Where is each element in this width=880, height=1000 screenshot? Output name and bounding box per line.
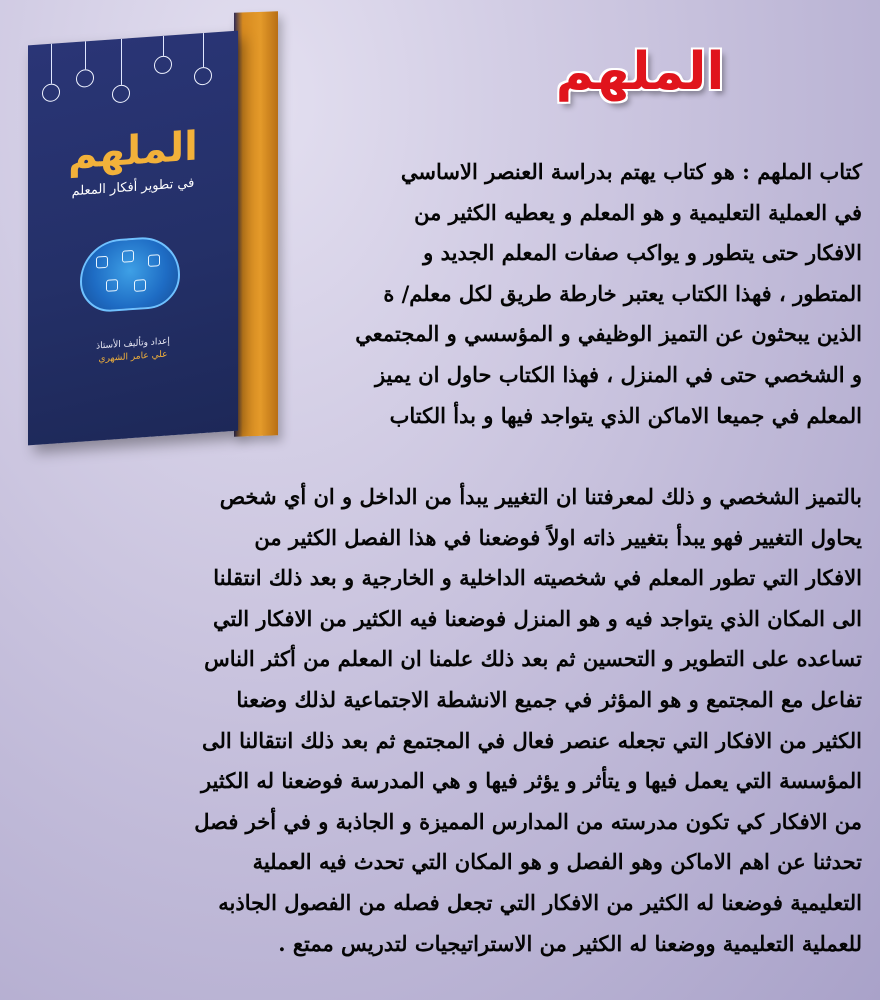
article-line: الافكار حتى يتطور و يواكب صفات المعلم الجديد و <box>423 240 862 266</box>
article-line: تفاعل مع المجتمع و هو المؤثر في جميع الانشطة الاجتماعية لذلك وضعنا <box>236 686 862 712</box>
lightbulbs-decoration <box>28 31 238 136</box>
article-line: الافكار التي تطور المعلم في شخصيته الداخلية و الخارجية و بعد ذلك انتقلنا <box>213 565 862 591</box>
lightbulb-icon <box>112 38 130 103</box>
article-line: الكثير من الافكار التي تجعله عنصر فعال في المجتمع ثم بعد ذلك انتقالنا الى <box>202 727 862 753</box>
article-line: الذين يبحثون عن التميز الوظيفي و المؤسسي و المجتمعي <box>355 321 862 347</box>
article-line: و الشخصي حتى في المنزل ، فهذا الكتاب حاول ان يميز <box>374 361 862 387</box>
lightbulb-icon <box>76 41 94 88</box>
article-line: المتطور ، فهذا الكتاب يعتبر خارطة طريق لكل معلم/ ة <box>383 280 862 306</box>
book-cover-image <box>28 8 278 438</box>
lightbulb-icon <box>42 43 60 102</box>
cover-subtitle: في تطوير أفكار المعلم <box>71 175 195 200</box>
article-line: الى المكان الذي يتواجد فيه و هو المنزل فوضعنا فيه الكثير من الافكار التي <box>213 605 862 631</box>
article-line: التعليمية فوضعنا له الكثير من الافكار التي تجعل فصله من الفصول الجاذبه <box>218 889 862 915</box>
article-line: بالتميز الشخصي و ذلك لمعرفتنا ان التغيير يبدأ من الداخل و ان أي شخص <box>219 484 862 509</box>
article-line: كتاب الملهم : هو كتاب يهتم بدراسة العنصر الاساسي <box>400 159 862 184</box>
cover-title: الملهم <box>68 123 198 179</box>
article-line: يحاول التغيير فهو يبدأ بتغيير ذاته اولاً فوضعنا في هذا الفصل الكثير من <box>254 524 862 550</box>
article-line: المعلم في جميعا الاماكن الذي يتواجد فيها و بدأ الكتاب <box>389 402 862 428</box>
article-line: في العملية التعليمية و هو المعلم و يعطيه الكثير من <box>414 199 862 225</box>
article-line: المؤسسة التي يعمل فيها و يتأثر و يؤثر فيها و هي المدرسة فوضعنا له الكثير <box>200 768 862 794</box>
article-line: من الافكار كي تكون مدرسته من المدارس المميزة و الجاذبة و في أخر فصل <box>194 808 862 834</box>
article-line: للعملية التعليمية ووضعنا له الكثير من الاستراتيجيات لتدريس ممتع . <box>278 930 862 956</box>
lightbulb-icon <box>194 32 212 85</box>
lightbulb-icon <box>154 35 172 74</box>
brain-icon <box>80 235 180 314</box>
article-text-bottom <box>16 477 862 964</box>
cover-authors <box>28 331 238 372</box>
cover-author-name: علي عامر الشهري <box>98 349 168 365</box>
cover-authors-label: إعداد وتأليف الأستاذ <box>96 336 170 352</box>
article-line: تساعده على التطوير و التحسين ثم بعد ذلك علمنا ان المعلم من أكثر الناس <box>204 646 862 672</box>
book-front-cover <box>28 31 238 446</box>
article-text-top <box>242 152 862 436</box>
article-line: تحدثنا عن اهم الاماكن وهو الفصل و هو المكان التي تحدث فيه العملية <box>252 849 862 875</box>
page-title: الملهم <box>555 42 725 102</box>
